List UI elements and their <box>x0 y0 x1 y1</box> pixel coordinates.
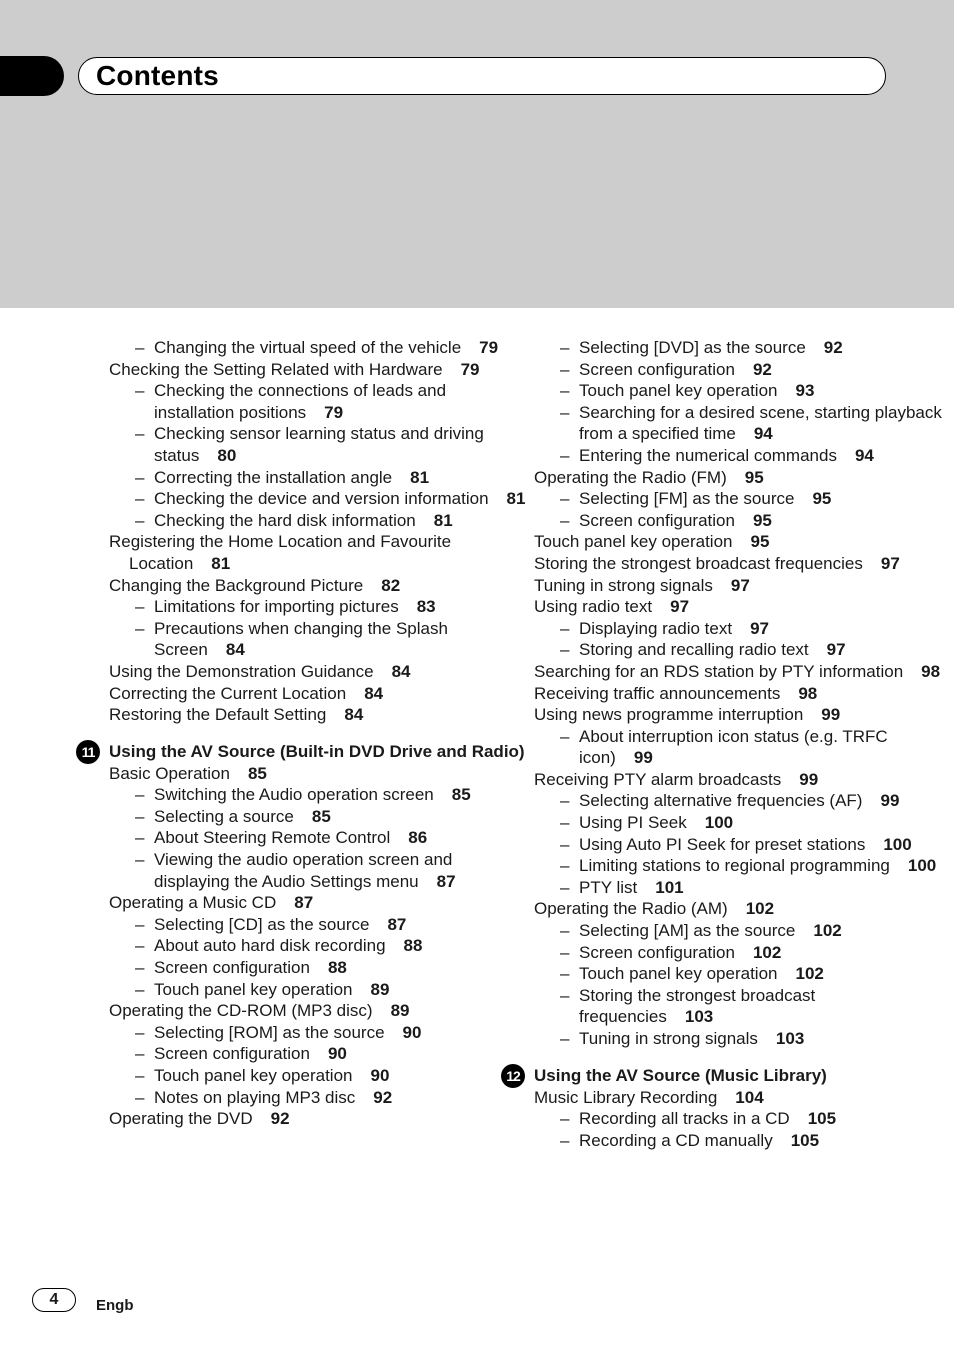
entry-page-number: 99 <box>799 769 819 789</box>
entry-title: Checking the Setting Related with Hardware <box>109 359 443 379</box>
dash-bullet: – <box>135 1022 145 1042</box>
entry-page-number: 92 <box>752 359 772 379</box>
dash-bullet: – <box>560 921 570 941</box>
toc-section-entry[interactable] <box>534 661 954 683</box>
entry-title: Entering the numerical commands <box>579 445 837 465</box>
entry-title: Using news programme interruption <box>534 705 804 725</box>
entry-page-number: 85 <box>247 763 267 783</box>
toc-subsection-entry[interactable] <box>560 1130 954 1152</box>
toc-subsection-entry[interactable] <box>560 510 954 532</box>
entry-title: Notes on playing MP3 disc <box>154 1087 356 1107</box>
toc-subsection-entry[interactable] <box>135 510 529 532</box>
dash-bullet: – <box>560 338 570 357</box>
entry-title: Touch panel key operation <box>154 1066 353 1085</box>
toc-subsection-entry[interactable] <box>560 985 954 1028</box>
entry-page-number: 79 <box>324 402 344 422</box>
toc-subsection-entry[interactable] <box>135 827 529 849</box>
entry-page-number: 79 <box>479 338 499 357</box>
entry-page-number: 103 <box>775 1029 805 1048</box>
entry-page-number: 102 <box>745 899 775 919</box>
entry-title: Tuning in strong signals <box>579 1029 758 1048</box>
entry-title: Touch panel key operation <box>154 979 353 999</box>
toc-subsection-entry[interactable] <box>560 402 954 445</box>
entry-page-number: 105 <box>807 1109 837 1129</box>
chapter-number-badge: 12 <box>501 1064 525 1088</box>
toc-subsection-entry[interactable] <box>560 812 954 834</box>
entry-title: Storing the strongest broadcast frequencies <box>579 985 816 1027</box>
toc-subsection-entry[interactable] <box>135 806 529 828</box>
entry-page-number: 85 <box>451 785 471 805</box>
entry-title: Tuning in strong signals <box>534 575 713 595</box>
entry-page-number: 101 <box>655 877 684 897</box>
dash-bullet: – <box>560 1130 570 1150</box>
dash-bullet: – <box>560 964 570 984</box>
toc-subsection-entry[interactable] <box>560 337 954 359</box>
page-number: 4 <box>32 1288 76 1312</box>
dash-bullet: – <box>560 640 570 660</box>
toc-subsection-entry[interactable] <box>135 957 529 979</box>
entry-title: Operating the Radio (FM) <box>534 467 727 487</box>
entry-page-number: 99 <box>821 705 841 725</box>
entry-page-number: 94 <box>753 424 773 444</box>
dash-bullet: – <box>135 785 145 805</box>
entry-title: Operating the DVD <box>109 1109 253 1129</box>
chapter-heading <box>506 1064 954 1087</box>
dash-bullet: – <box>135 510 145 530</box>
entry-page-number: 87 <box>294 893 314 913</box>
toc-subsection-entry[interactable] <box>135 618 529 661</box>
entry-title: PTY list <box>579 877 638 897</box>
entry-title: Screen configuration <box>579 942 735 962</box>
entry-page-number: 79 <box>460 359 480 379</box>
entry-page-number: 100 <box>883 834 912 854</box>
toc-section-entry[interactable] <box>109 1000 529 1022</box>
entry-page-number: 88 <box>403 936 423 956</box>
entry-title: Switching the Audio operation screen <box>154 785 434 805</box>
entry-page-number: 87 <box>436 871 456 891</box>
entry-page-number: 99 <box>880 791 900 811</box>
dash-bullet: – <box>560 726 570 746</box>
toc-section-entry[interactable] <box>109 892 529 914</box>
toc-section-entry[interactable] <box>534 531 954 553</box>
entry-title: Using Auto PI Seek for preset stations <box>579 834 866 854</box>
dash-bullet: – <box>135 1044 145 1064</box>
entry-page-number: 89 <box>370 979 390 999</box>
entry-title: Checking sensor learning status and driving status <box>154 424 484 465</box>
toc-subsection-entry[interactable] <box>135 784 529 806</box>
entry-title: Using radio text <box>534 597 653 617</box>
toc-section-entry[interactable] <box>109 683 529 705</box>
entry-page-number: 95 <box>812 489 832 509</box>
toc-subsection-entry[interactable] <box>135 596 529 618</box>
toc-subsection-entry[interactable] <box>135 467 529 489</box>
language-code: Engb <box>96 1297 134 1314</box>
toc-section-entry[interactable] <box>109 1108 529 1130</box>
dash-bullet: – <box>135 850 145 870</box>
page-title: Contents <box>96 60 219 91</box>
entry-page-number: 102 <box>813 921 842 941</box>
toc-subsection-entry[interactable] <box>135 1065 529 1087</box>
toc-section-entry[interactable] <box>109 531 529 574</box>
entry-page-number: 98 <box>921 661 941 681</box>
entry-title: Selecting [DVD] as the source <box>579 338 806 357</box>
entry-page-number: 104 <box>735 1087 764 1107</box>
entry-page-number: 80 <box>217 445 237 465</box>
toc-section-entry[interactable] <box>534 553 954 575</box>
dash-bullet: – <box>135 618 145 638</box>
toc-section-entry[interactable] <box>109 661 529 683</box>
entry-title: Checking the device and version information <box>154 489 489 509</box>
toc-section-entry[interactable] <box>534 596 954 618</box>
toc-section-entry[interactable] <box>534 769 954 791</box>
dash-bullet: – <box>560 510 570 530</box>
dash-bullet: – <box>135 489 145 509</box>
entry-page-number: 93 <box>795 381 815 401</box>
entry-page-number: 90 <box>327 1044 347 1064</box>
entry-title: About interruption icon status (e.g. TRFC icon) <box>579 726 888 768</box>
toc-subsection-entry[interactable] <box>560 834 954 856</box>
dash-bullet: – <box>135 338 145 357</box>
entry-page-number: 97 <box>750 618 769 638</box>
entry-title: Basic Operation <box>109 763 230 783</box>
toc-section-entry[interactable] <box>109 704 529 726</box>
toc-subsection-entry[interactable] <box>560 1108 954 1130</box>
entry-title: Searching for a desired scene, starting playback from a specified time <box>579 402 942 444</box>
dash-bullet: – <box>135 1066 145 1085</box>
toc-subsection-entry[interactable] <box>560 877 954 899</box>
entry-page-number: 92 <box>270 1109 290 1129</box>
entry-page-number: 88 <box>327 958 347 978</box>
entry-title: About Steering Remote Control <box>154 828 391 848</box>
toc-section-entry[interactable] <box>534 575 954 597</box>
toc-subsection-entry[interactable] <box>135 488 529 510</box>
toc-subsection-entry[interactable] <box>560 618 954 640</box>
toc-subsection-entry[interactable] <box>135 1087 529 1109</box>
entry-page-number: 90 <box>370 1066 390 1085</box>
dash-bullet: – <box>560 445 570 465</box>
toc-section-entry[interactable] <box>109 763 529 785</box>
entry-title: Precautions when changing the Splash Screen <box>154 618 448 660</box>
entry-title: Using PI Seek <box>579 813 687 833</box>
entry-title: Displaying radio text <box>579 618 733 638</box>
entry-title: Touch panel key operation <box>534 532 733 552</box>
entry-page-number: 102 <box>752 942 782 962</box>
toc-subsection-entry[interactable] <box>560 639 954 661</box>
entry-page-number: 84 <box>391 661 411 681</box>
entry-page-number: 84 <box>225 640 245 660</box>
entry-page-number: 86 <box>408 828 428 848</box>
toc-subsection-entry[interactable] <box>560 790 954 812</box>
entry-title: Selecting [FM] as the source <box>579 489 795 509</box>
entry-page-number: 100 <box>704 813 734 833</box>
entry-page-number: 97 <box>670 597 690 617</box>
entry-title: Limiting stations to regional programming <box>579 856 890 876</box>
toc-subsection-entry[interactable] <box>560 726 954 769</box>
entry-title: Correcting the installation angle <box>154 467 393 487</box>
entry-page-number: 97 <box>826 640 846 660</box>
entry-title: Limitations for importing pictures <box>154 597 399 617</box>
toc-subsection-entry[interactable] <box>560 963 954 985</box>
toc-section-entry[interactable] <box>534 1087 954 1109</box>
entry-title: Music Library Recording <box>534 1087 718 1107</box>
entry-title: Receiving PTY alarm broadcasts <box>534 769 782 789</box>
toc-subsection-entry[interactable] <box>560 920 954 942</box>
entry-title: Screen configuration <box>154 1044 310 1064</box>
dash-bullet: – <box>135 958 145 978</box>
entry-title: Operating the Radio (AM) <box>534 899 728 919</box>
header-band <box>0 0 954 308</box>
toc-subsection-entry[interactable] <box>560 359 954 381</box>
toc-section-entry[interactable] <box>109 359 529 381</box>
dash-bullet: – <box>560 381 570 401</box>
entry-page-number: 85 <box>311 806 331 826</box>
dash-bullet: – <box>560 813 570 833</box>
chapter-title: Using the AV Source (Music Library) <box>534 1065 827 1085</box>
dash-bullet: – <box>135 806 145 826</box>
dash-bullet: – <box>135 936 145 956</box>
entry-page-number: 81 <box>506 489 526 509</box>
entry-page-number: 99 <box>633 748 653 768</box>
entry-page-number: 87 <box>387 914 407 934</box>
toc-subsection-entry[interactable] <box>560 445 954 467</box>
entry-page-number: 81 <box>211 553 231 573</box>
toc-subsection-entry[interactable] <box>135 1043 529 1065</box>
dash-bullet: – <box>560 1029 570 1048</box>
entry-title: Recording a CD manually <box>579 1130 773 1150</box>
entry-page-number: 81 <box>410 467 430 487</box>
toc-subsection-entry[interactable] <box>560 1028 954 1050</box>
toc-section-entry[interactable] <box>534 683 954 705</box>
toc-section-entry[interactable] <box>534 467 954 489</box>
entry-page-number: 98 <box>798 683 818 703</box>
dash-bullet: – <box>560 791 570 811</box>
dash-bullet: – <box>560 618 570 638</box>
toc-left-column <box>81 337 529 1130</box>
entry-title: Receiving traffic announcements <box>534 683 781 703</box>
toc-subsection-entry[interactable] <box>560 942 954 964</box>
dash-bullet: – <box>560 1109 570 1129</box>
entry-page-number: 81 <box>433 510 453 530</box>
entry-page-number: 82 <box>381 575 401 595</box>
dash-bullet: – <box>560 877 570 897</box>
toc-subsection-entry[interactable] <box>135 849 529 892</box>
toc-subsection-entry[interactable] <box>135 423 529 466</box>
entry-title: Operating a Music CD <box>109 893 277 913</box>
chapter-title: Using the AV Source (Built-in DVD Drive and Radio) <box>109 741 525 761</box>
entry-title: Operating the CD-ROM (MP3 disc) <box>109 1001 373 1021</box>
section-tab <box>0 56 64 96</box>
entry-title: Screen configuration <box>579 510 735 530</box>
dash-bullet: – <box>560 942 570 962</box>
toc-subsection-entry[interactable] <box>560 488 954 510</box>
entry-title: Screen configuration <box>579 359 735 379</box>
entry-page-number: 89 <box>390 1001 410 1021</box>
chapter-number-badge: 11 <box>76 740 100 764</box>
dash-bullet: – <box>135 914 145 934</box>
entry-title: Touch panel key operation <box>579 964 778 984</box>
entry-title: Viewing the audio operation screen and displaying the Audio Settings menu <box>154 850 453 891</box>
entry-title: Selecting [CD] as the source <box>154 914 370 934</box>
dash-bullet: – <box>135 467 145 487</box>
entry-page-number: 102 <box>795 964 824 984</box>
entry-title: Selecting a source <box>154 806 294 826</box>
dash-bullet: – <box>135 828 145 848</box>
toc-subsection-entry[interactable] <box>560 380 954 402</box>
entry-page-number: 95 <box>750 532 770 552</box>
entry-title: Screen configuration <box>154 958 310 978</box>
toc-section-entry[interactable] <box>534 898 954 920</box>
dash-bullet: – <box>560 402 570 422</box>
entry-title: Storing and recalling radio text <box>579 640 809 660</box>
dash-bullet: – <box>560 985 570 1005</box>
entry-page-number: 100 <box>907 856 937 876</box>
entry-title: Restoring the Default Setting <box>109 705 327 725</box>
dash-bullet: – <box>560 834 570 854</box>
dash-bullet: – <box>135 424 145 444</box>
entry-page-number: 103 <box>684 1007 714 1027</box>
entry-page-number: 97 <box>880 553 900 573</box>
entry-title: Checking the connections of leads and installation positions <box>154 381 447 422</box>
entry-title: Using the Demonstration Guidance <box>109 661 374 681</box>
dash-bullet: – <box>560 359 570 379</box>
toc-subsection-entry[interactable] <box>135 979 529 1001</box>
entry-title: Selecting alternative frequencies (AF) <box>579 791 863 811</box>
dash-bullet: – <box>135 381 145 401</box>
entry-page-number: 83 <box>416 597 436 617</box>
toc-subsection-entry[interactable] <box>135 337 529 359</box>
entry-page-number: 84 <box>364 683 384 703</box>
entry-title: Correcting the Current Location <box>109 683 347 703</box>
chapter-heading <box>81 740 529 763</box>
entry-title: Changing the Background Picture <box>109 575 364 595</box>
entry-page-number: 92 <box>823 338 843 357</box>
entry-page-number: 94 <box>854 445 874 465</box>
entry-page-number: 84 <box>344 705 364 725</box>
toc-subsection-entry[interactable] <box>135 380 529 423</box>
toc-section-entry[interactable] <box>534 704 954 726</box>
entry-title: Searching for an RDS station by PTY information <box>534 661 904 681</box>
entry-title: Touch panel key operation <box>579 381 778 401</box>
entry-page-number: 105 <box>790 1130 820 1150</box>
entry-page-number: 97 <box>730 575 750 595</box>
toc-subsection-entry[interactable] <box>560 855 954 877</box>
entry-page-number: 90 <box>402 1022 422 1042</box>
toc-subsection-entry[interactable] <box>135 1022 529 1044</box>
entry-title: Selecting [AM] as the source <box>579 921 796 941</box>
entry-title: Selecting [ROM] as the source <box>154 1022 385 1042</box>
dash-bullet: – <box>560 489 570 509</box>
entry-title: Checking the hard disk information <box>154 510 416 530</box>
dash-bullet: – <box>135 1087 145 1107</box>
dash-bullet: – <box>135 979 145 999</box>
entry-title: Recording all tracks in a CD <box>579 1109 790 1129</box>
entry-page-number: 95 <box>744 467 764 487</box>
entry-title: Storing the strongest broadcast frequencies <box>534 553 863 573</box>
entry-page-number: 95 <box>752 510 772 530</box>
toc-subsection-entry[interactable] <box>135 914 529 936</box>
toc-section-entry[interactable] <box>109 575 529 597</box>
entry-title: About auto hard disk recording <box>154 936 386 956</box>
entry-title: Changing the virtual speed of the vehicle <box>154 338 462 357</box>
entry-page-number: 92 <box>373 1087 393 1107</box>
entry-title: Registering the Home Location and Favourite Location <box>109 532 452 573</box>
toc-subsection-entry[interactable] <box>135 935 529 957</box>
dash-bullet: – <box>135 597 145 617</box>
dash-bullet: – <box>560 856 570 876</box>
